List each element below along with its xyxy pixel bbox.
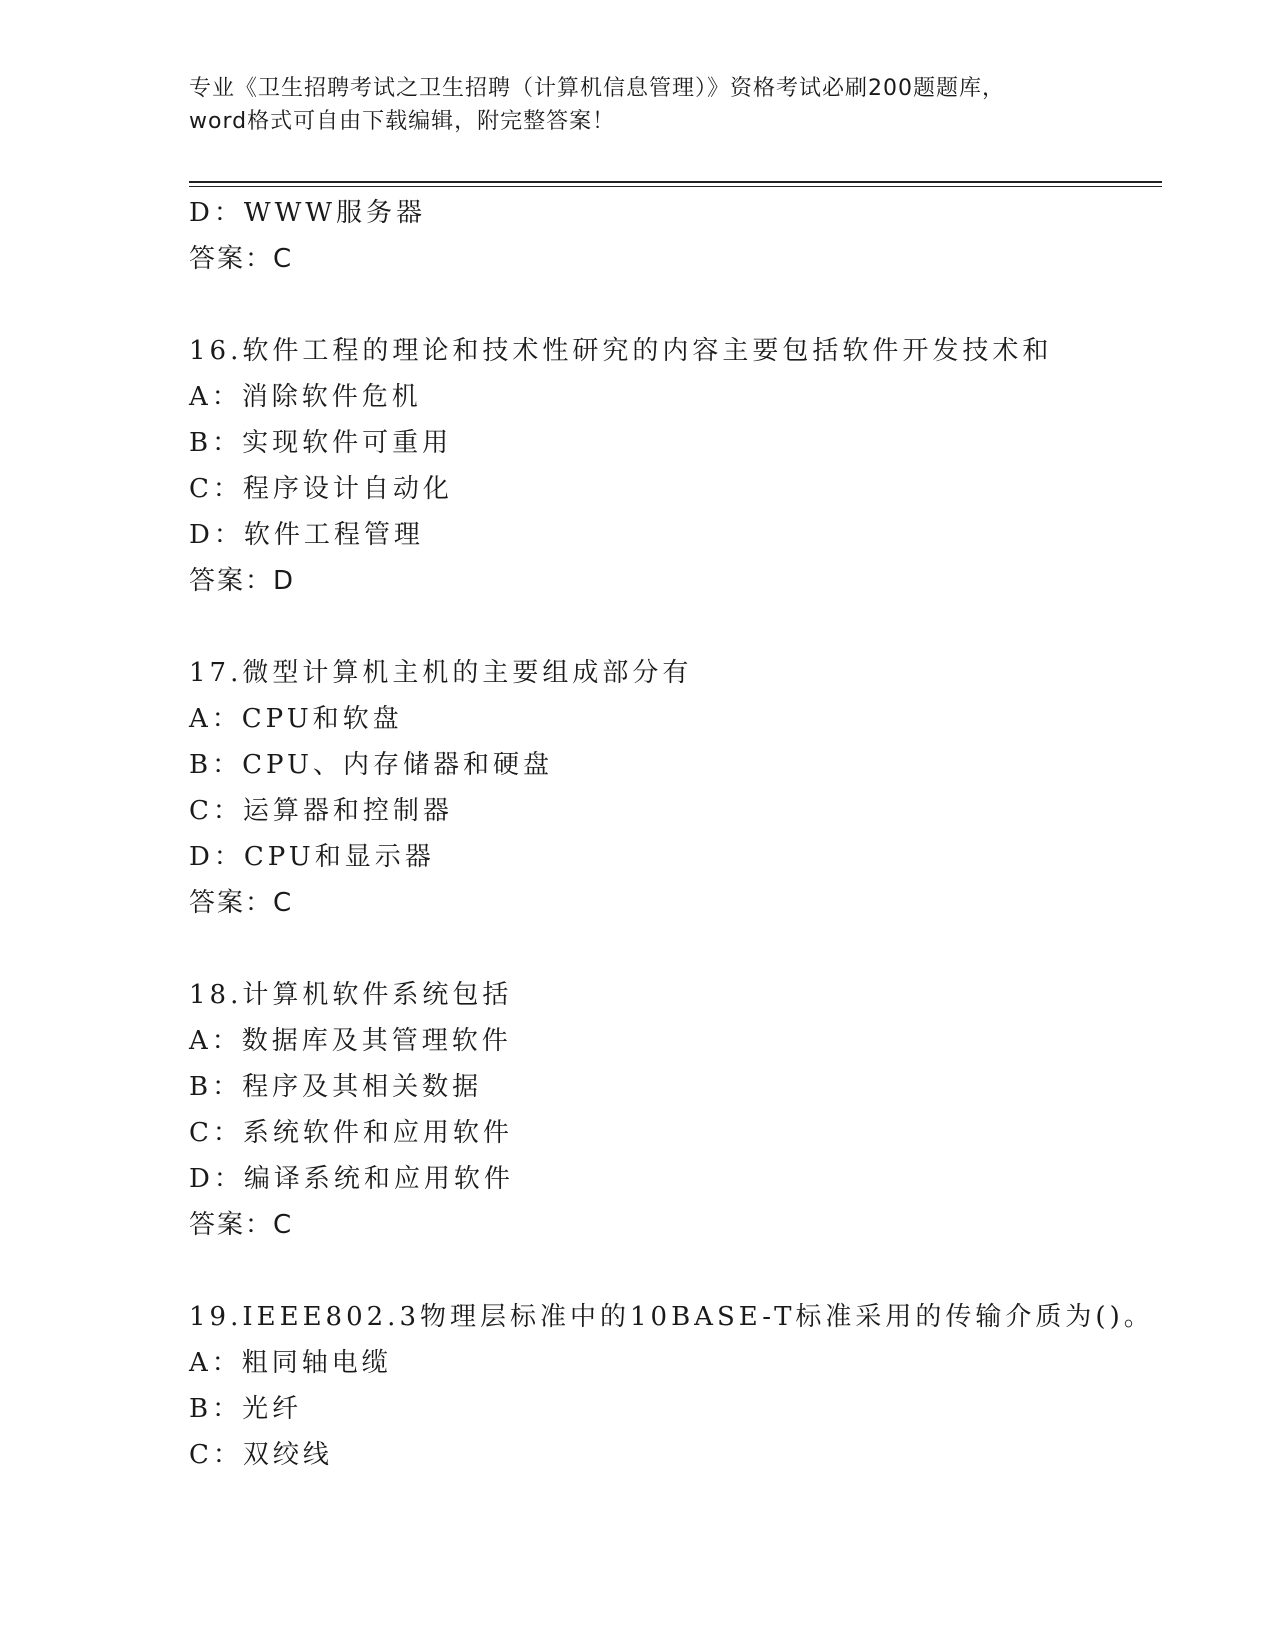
option-b: B：程序及其相关数据 bbox=[189, 1072, 483, 1102]
option-c: C：运算器和控制器 bbox=[189, 796, 453, 826]
option-d: D：CPU和显示器 bbox=[189, 842, 435, 872]
question-stem: 19.IEEE802.3物理层标准中的10BASE-T标准采用的传输介质为()。 bbox=[189, 1302, 1154, 1332]
answer-line: 答案：C bbox=[189, 888, 294, 918]
question-16 bbox=[189, 328, 1149, 604]
option-c: C：系统软件和应用软件 bbox=[189, 1118, 513, 1148]
option-a: A：CPU和软盘 bbox=[189, 704, 403, 734]
question-15-tail bbox=[189, 190, 1149, 282]
option-d: D：软件工程管理 bbox=[189, 520, 424, 550]
question-stem: 17.微型计算机主机的主要组成部分有 bbox=[189, 658, 693, 688]
document-header bbox=[189, 72, 1089, 138]
option-a: A：消除软件危机 bbox=[189, 382, 422, 412]
option-b: B：实现软件可重用 bbox=[189, 428, 453, 458]
question-stem: 18.计算机软件系统包括 bbox=[189, 980, 513, 1010]
answer-line: 答案：D bbox=[189, 566, 296, 596]
header-rule-thick bbox=[189, 181, 1162, 183]
answer-line: 答案：C bbox=[189, 244, 294, 274]
header-line-2: word格式可自由下载编辑，附完整答案！ bbox=[189, 109, 616, 134]
question-body bbox=[189, 190, 1154, 1478]
option-b: B：CPU、内存储器和硬盘 bbox=[189, 750, 553, 780]
option-c: C：程序设计自动化 bbox=[189, 474, 453, 504]
question-18 bbox=[189, 972, 1149, 1248]
header-line-1: 专业《卫生招聘考试之卫生招聘（计算机信息管理）》资格考试必刷200题题库， bbox=[189, 76, 1005, 101]
question-stem: 16.软件工程的理论和技术性研究的内容主要包括软件开发技术和 bbox=[189, 336, 1053, 366]
option-b: B：光纤 bbox=[189, 1394, 303, 1424]
question-19 bbox=[189, 1294, 1154, 1478]
header-rule-thin bbox=[189, 186, 1162, 187]
option-d: D：WWW服务器 bbox=[189, 198, 427, 228]
option-a: A：数据库及其管理软件 bbox=[189, 1026, 512, 1056]
question-17 bbox=[189, 650, 1149, 926]
option-d: D：编译系统和应用软件 bbox=[189, 1164, 514, 1194]
option-a: A：粗同轴电缆 bbox=[189, 1348, 392, 1378]
answer-line: 答案：C bbox=[189, 1210, 294, 1240]
option-c: C：双绞线 bbox=[189, 1440, 333, 1470]
